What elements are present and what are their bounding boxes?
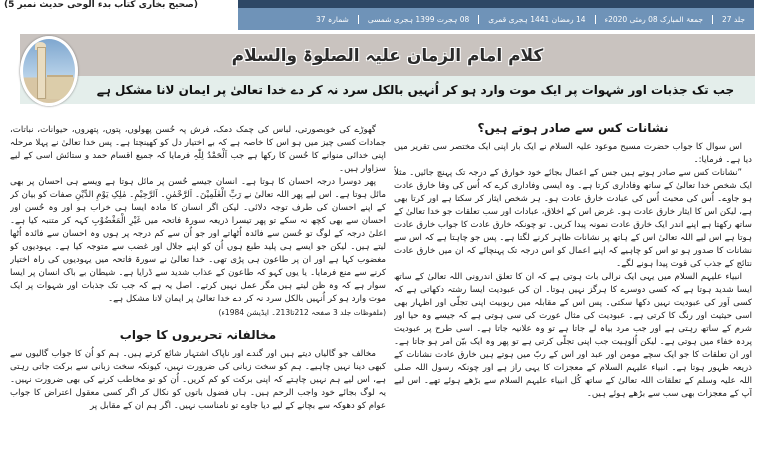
- citation: (ملفوظات جلد 3 صفحہ 212تا213۔ ایڈیشن 1984ء): [218, 308, 386, 317]
- hadith-reference: (صحیح بخاری کتاب بدء الوحی حدیث نمبر 5): [4, 0, 198, 10]
- hijri-shamsi-date: 08 ہجرت 1399 ہجری شمسی: [358, 15, 478, 24]
- gregorian-date: جمعۃ المبارک 08 رمئی 2020ء: [595, 15, 712, 24]
- headline: جب تک جذبات اور شہوات پر ایک موت وارد ہو کر اُنہیں بالکل سرد نہ کر دے خدا تعالیٰ پر ایمان لانا مشکل ہے: [96, 82, 735, 97]
- right-column: [394, 108, 752, 468]
- left-column: [10, 124, 386, 468]
- issue-info-bar: [238, 8, 754, 30]
- minaret: [37, 47, 46, 99]
- paragraph: پھر دوسرا درجہ احسان کا ہوتا ہے۔ انسان جیسے حُسن پر مائل ہوتا ہے ویسے ہی احسان پر بھی مائل ہوتا ہے۔ اس لیے پھر اللہ تعالیٰ نے رَبِّ الْعٰلَمِیْنَ۔ اَلرَّحْمٰنِ۔ اَلرَّحِیْمِ۔ مٰلِکِ یَوْمِ الدِّیْنِ صفات کو بیان کر کے اپنے احسان کی طرف توجہ دلائی۔ لیکن اگر انسان کا مادہ ایسا ہی خراب ہو اور وہ حُسن اور احسان سے بھی کچھ نہ سکے تو پھر تیسرا ذریعہ سورۃ فاتحہ میں غَیْرِ الْمَغْضُوْبِ کہہ کر متنبہ کیا ہے۔ اعلیٰ درجہ کے لوگ تو حُسن سے فائدہ اُٹھاتے اور جو اُن سے کم درجہ پر ہوں وہ احسان سے فائدہ اُٹھا لیتے ہیں۔ لیکن جو ایسے ہی پلید طبع ہوں اُن کو اپنے جلال اور غضب سے متوجہ کیا ہے۔ یہودیوں کو مغضوب کہا ہے اور ان پر طاعون ہی پڑی تھی۔ خدا تعالیٰ نے سورۃ فاتحہ میں یہودیوں کی راہ اختیار کرنے سے منع فرمایا۔ یا یوں کہو کہ طاعون کے عذاب شدید سے ڈرایا ہے۔ شیطان بے باک انسان پر ایسا سوار ہے کہ وہ ظن لیتے ہیں مگر عمل نہیں کرتے۔ اصل یہ ہے کہ جب تک جذبات اور شہوات پر ایک موت وارد ہو کر اُنہیں بالکل سرد نہ کر دے خدا تعالیٰ پر ایمان لانا مشکل ہے۔: [10, 177, 386, 304]
- issue-number: شمارہ 37: [315, 14, 349, 24]
- hijri-date: 14 رمضان 1441 ہجری قمری: [478, 15, 594, 24]
- section-banner: [20, 34, 755, 76]
- volume-number: جلد 27: [712, 15, 754, 24]
- section-title: کلام امام الزمان علیہ الصلوۃ والسلام: [231, 45, 544, 66]
- masthead-top-bar: [238, 0, 754, 8]
- headline-band: [20, 76, 755, 104]
- article-heading: نشانات کس سے صادر ہوتے ہیں؟: [477, 121, 669, 135]
- mosque-building: [47, 75, 73, 99]
- mosque-minaret-image: [20, 36, 78, 106]
- paragraph: مخالف جو گالیاں دیتے ہیں اور گندے اور ناپاک اشتہار شائع کرتے ہیں۔ ہم کو اُن کا جواب گالیوں سے کبھی دینا نہیں چاہیے۔ ہم کو سخت زبانی کی ضرورت نہیں، کیونکہ سخت زبانی سے برکت جاتی رہتی ہے، اس لیے ہم نہیں چاہتے کہ اپنی برکت کو کم کریں۔ اُن کو تو مخاطب کرنے کی بھی ضرورت نہیں۔ یہ لوگ بجائے خود واجب الرحم ہیں۔ ہاں فضول باتوں کو نکال کر اگر کسی معقول اعتراض کا جواب عوام کو دھوکہ سے بچانے کے لیے دیا جاوے تو نامناسب نہیں۔ اگر ہم ان کے مقابل پر: [10, 349, 386, 411]
- paragraph: انبیاء علیہم السلام میں یہی ایک نرالی بات ہوتی ہے کہ ان کا تعلق اندرونی اللہ تعالیٰ کے ساتھ ایسا شدید ہوتا ہے کہ کسی دوسرے کا ہرگز نہیں ہوتا۔ ان کی عبودیت ایسا رشتہ دکھاتی ہے کہ کسی اَور کی عبودیت نہیں دکھا سکتی۔ پس اس کے مقابلہ میں ربوبیت اپنی تجلّی اور اظہار بھی اسی حیثیت اور رنگ کا کرتی ہے۔ عبودیت کی مثال عورت کی سی ہوتی ہے کہ جیسے وہ حیا اور شرم کے ساتھ رہتی ہے اور جب مرد بیاہ لے جاتا ہے تو وہ علانیہ جاتا ہے۔ اسی طرح پر عبودیت پردہ خفاء میں ہوتی ہے۔ لیکن اُلوہیت جب اپنی تجلّی کرتی ہے تو پھر وہ ایک بیّن امر ہو جاتا ہے۔ اور ان تعلقات کا جو ایک سچے مومن اور عبد اور اس کے ربّ میں ہوتے ہیں خارق عادت نشانات کے ذریعہ ظہور ہوتا ہے۔ انبیاء علیہم السلام کے معجزات کا یہی راز ہے اور چونکہ رسول اللہ صلی اللہ علیہ وسلم کے تعلقات اللہ تعالیٰ کے ساتھ کُل انبیاء علیہم السلام سے بڑھے ہوئے تھے۔ اس لیے آپ کے معجزات بھی سب سے بڑھے ہوئے ہیں۔: [394, 272, 752, 399]
- paragraph: اس سوال کا جواب حضرت مسیح موعود علیہ السلام نے ایک بار اپنی ایک مختصر سی تقریر میں دیا ہے۔ فرمایا:۔: [394, 142, 752, 165]
- paragraph: ”نشانات کس سے صادر ہوتے ہیں جس کے اعمال بجائے خود خوارق کے درجہ تک پہنچ جائیں۔ مثلاً ایک شخص خدا تعالیٰ کے ساتھ وفاداری کرتا ہے۔ وہ ایسی وفاداری کرے کہ اُس کی وفا خارق عادت ہو جاوے۔ اُس کی محبت اُس کی عبادت خارق عادت ہو۔ ہر شخص ایثار کر سکتا ہے اور کرتا بھی ہے، لیکن اس کا ایثار خارق عادت ہو۔ غرض اس کے اخلاق، عبادات اور سب تعلقات جو خدا تعالیٰ کے ساتھ رکھتا ہے اپنے اندر ایک خارق عادت نمونہ پیدا کریں۔ تو چونکہ خارق عادت کا جواب خارق عادت ہوتا ہے اس لیے اللہ تعالیٰ اس کے ہاتھ پر نشانات ظاہر کرنے لگتا ہے۔ پس جو چاہتا ہے کہ اس سے نشانات کا صدور ہو تو اس کو چاہیے کہ اپنے اعمال کو اس درجہ تک پہنچائے کہ ان میں خارق عادت نتائج کے جذب کی قوت پیدا ہونے لگے۔: [394, 168, 752, 269]
- article-heading: مخالفانہ تحریروں کا جواب: [119, 328, 277, 342]
- paragraph: گھوڑے کی خوبصورتی، لباس کی چمک دمک، فرش پہ حُسن پھولوں، پتوں، پتھروں، حیوانات، نباتات، جمادات کسی چیز میں ہو اس کا خاصہ ہے کہ بے اختیار دل کو کھینچتا ہے۔ پس خدا تعالیٰ نے پہلا مرحلہ اپنی خدائی منوانے کا حُسن کا رکھا ہے جب اَلْحَمْدُ لِلّٰہِ فرمایا کہ جمیع اقسام حمد و ستائش اسی کے لیے سزاوار ہیں۔: [10, 125, 386, 174]
